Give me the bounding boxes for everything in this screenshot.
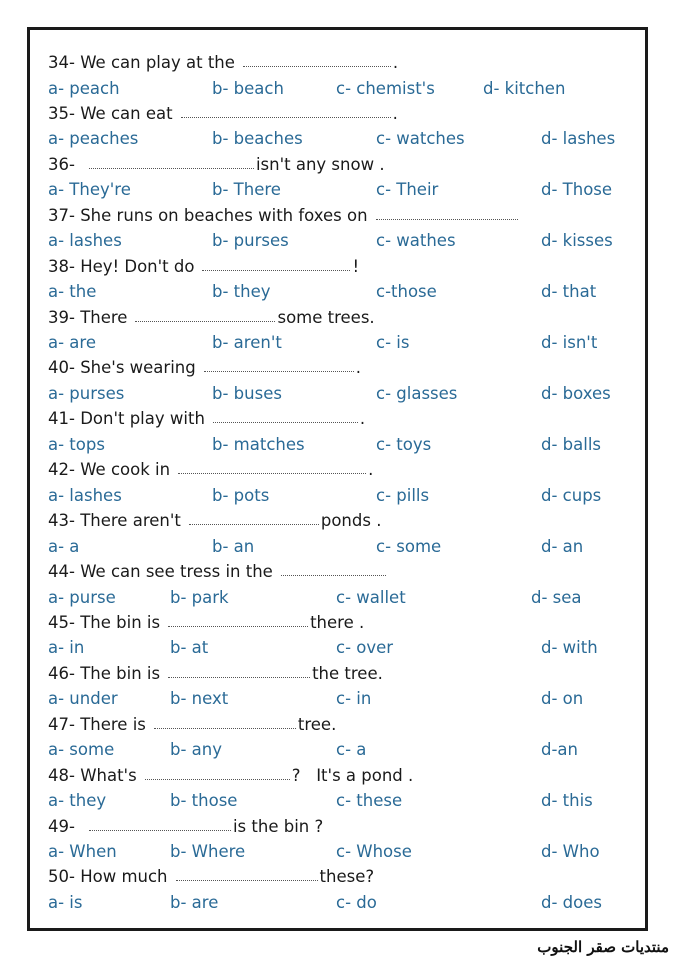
- option-c[interactable]: c- some: [376, 536, 442, 556]
- option-c[interactable]: c- pills: [376, 485, 430, 505]
- question-dash: -: [69, 53, 81, 72]
- question-text-end: !: [352, 256, 360, 276]
- answer-blank[interactable]: [168, 677, 310, 678]
- question-36: [48, 152, 385, 174]
- question-text-end: .: [392, 103, 398, 123]
- question-dash: -: [69, 816, 75, 836]
- question-text-end: some trees.: [277, 307, 375, 327]
- option-d[interactable]: d-an: [541, 740, 578, 760]
- question-40: [48, 355, 361, 377]
- question-dash: -: [69, 307, 81, 327]
- option-d[interactable]: d- with: [541, 638, 598, 658]
- question-dash: -: [69, 511, 81, 531]
- question-dash: -: [69, 409, 81, 429]
- question-text-end: .: [355, 358, 361, 378]
- question-dash: -: [69, 867, 81, 887]
- option-a[interactable]: a- lashes: [48, 231, 122, 251]
- question-number: 36: [48, 154, 69, 174]
- option-c[interactable]: c- chemist's: [336, 78, 435, 98]
- answer-blank[interactable]: [89, 830, 231, 831]
- option-a[interactable]: a- some: [48, 740, 115, 760]
- option-c[interactable]: c- wathes: [376, 231, 456, 251]
- option-a[interactable]: a- in: [48, 638, 85, 658]
- question-49: [48, 814, 323, 836]
- option-d[interactable]: d- kisses: [541, 231, 613, 251]
- option-d[interactable]: d- on: [541, 689, 584, 709]
- option-a[interactable]: a- They're: [48, 180, 131, 200]
- question-number: 45: [48, 612, 69, 632]
- question-number: 40: [48, 358, 69, 378]
- option-d[interactable]: d- lashes: [541, 129, 616, 149]
- question-dash: -: [69, 205, 81, 225]
- question-number: 34: [48, 53, 69, 72]
- question-text: She runs on beaches with foxes on: [80, 205, 368, 225]
- question-text: Don't play with: [80, 409, 205, 429]
- option-a[interactable]: a- are: [48, 333, 96, 352]
- question-number: 35: [48, 103, 69, 123]
- option-b[interactable]: b- buses: [212, 383, 282, 403]
- option-c[interactable]: c- toys: [376, 434, 432, 454]
- question-44: [48, 559, 388, 581]
- option-c[interactable]: c- glasses: [376, 383, 458, 403]
- question-text: What's: [80, 765, 137, 785]
- question-text: We cook in: [80, 460, 171, 480]
- option-c[interactable]: c- a: [336, 740, 367, 760]
- question-dash: -: [69, 358, 81, 378]
- question-dash: -: [69, 460, 81, 480]
- option-c[interactable]: c- these: [336, 791, 403, 811]
- question-number: 38: [48, 256, 69, 276]
- option-d[interactable]: d- Who: [541, 842, 600, 861]
- question-dash: -: [69, 154, 75, 174]
- option-d[interactable]: d- cups: [541, 485, 602, 505]
- option-d[interactable]: d- an: [541, 536, 584, 556]
- option-a[interactable]: a- purses: [48, 383, 125, 403]
- option-b[interactable]: b- pots: [212, 485, 270, 505]
- question-34: [48, 50, 398, 72]
- forum-watermark: منتديات صقر الجنوب: [537, 938, 669, 956]
- option-d[interactable]: d- isn't: [541, 333, 598, 352]
- option-b[interactable]: b- matches: [212, 434, 305, 454]
- question-number: 41: [48, 409, 69, 429]
- option-b[interactable]: b- park: [170, 587, 229, 607]
- option-b[interactable]: b- Where: [170, 842, 246, 861]
- option-c[interactable]: c- watches: [376, 129, 465, 149]
- option-b[interactable]: b- are: [170, 892, 219, 912]
- question-dash: -: [69, 714, 81, 734]
- question-text: The bin is: [80, 663, 161, 683]
- answer-blank[interactable]: [202, 270, 350, 271]
- question-text-end: is the bin ?: [232, 816, 324, 836]
- question-text: We can eat: [80, 103, 173, 123]
- question-number: 47: [48, 714, 69, 734]
- question-text-end: isn't any snow .: [255, 154, 385, 174]
- question-43: [48, 508, 381, 530]
- question-text: There aren't: [80, 511, 181, 531]
- answer-blank[interactable]: [168, 626, 308, 627]
- option-a[interactable]: a- is: [48, 892, 83, 912]
- answer-blank[interactable]: [281, 575, 386, 576]
- answer-blank[interactable]: [204, 371, 354, 372]
- question-38: [48, 254, 359, 276]
- answer-blank[interactable]: [189, 524, 319, 525]
- question-number: 37: [48, 205, 69, 225]
- option-d[interactable]: d- balls: [541, 434, 602, 454]
- option-a[interactable]: a- they: [48, 791, 107, 811]
- option-c[interactable]: c- in: [336, 689, 372, 709]
- option-c[interactable]: c- over: [336, 638, 394, 658]
- option-a[interactable]: a- tops: [48, 434, 105, 454]
- answer-blank[interactable]: [181, 117, 391, 118]
- question-text-end: the tree.: [312, 663, 383, 683]
- option-d[interactable]: d- kitchen: [483, 78, 566, 98]
- question-35: [48, 101, 398, 123]
- question-text-end: tree.: [297, 714, 337, 734]
- question-number: 39: [48, 307, 69, 327]
- option-a[interactable]: a- the: [48, 282, 97, 302]
- question-42: [48, 457, 373, 479]
- question-dash: -: [69, 562, 81, 581]
- answer-blank[interactable]: [89, 168, 254, 169]
- question-number: 49: [48, 816, 69, 836]
- option-d[interactable]: d- does: [541, 892, 602, 912]
- question-dash: -: [69, 256, 81, 276]
- question-number: 44: [48, 562, 69, 581]
- question-dash: -: [69, 103, 81, 123]
- answer-blank[interactable]: [178, 473, 366, 474]
- option-b[interactable]: b- aren't: [212, 333, 282, 352]
- answer-blank[interactable]: [145, 779, 290, 780]
- option-b[interactable]: b- any: [170, 740, 223, 760]
- option-c[interactable]: c- Whose: [336, 842, 412, 861]
- option-b[interactable]: b- at: [170, 638, 209, 658]
- answer-blank[interactable]: [176, 880, 318, 881]
- question-48: [48, 763, 413, 785]
- option-c[interactable]: c-those: [376, 282, 437, 302]
- question-text: We can play at the: [80, 53, 235, 72]
- option-a[interactable]: a- under: [48, 689, 118, 709]
- option-c[interactable]: c- is: [376, 333, 410, 352]
- question-text: How much: [80, 867, 168, 887]
- option-a[interactable]: a- a: [48, 536, 80, 556]
- question-46: [48, 661, 383, 683]
- question-number: 46: [48, 663, 69, 683]
- question-text-end: ? It's a pond .: [291, 765, 414, 785]
- option-d[interactable]: d- that: [541, 282, 597, 302]
- answer-blank[interactable]: [213, 422, 358, 423]
- question-text: There is: [80, 714, 146, 734]
- option-b[interactable]: b- beaches: [212, 129, 303, 149]
- option-c[interactable]: c- do: [336, 892, 377, 912]
- question-text: Hey! Don't do: [80, 256, 195, 276]
- option-a[interactable]: a- When: [48, 842, 117, 861]
- question-37: [48, 203, 520, 225]
- question-text-end: .: [392, 53, 399, 72]
- option-b[interactable]: b- next: [170, 689, 229, 709]
- question-text: She's wearing: [80, 358, 196, 378]
- answer-blank[interactable]: [154, 728, 296, 729]
- option-d[interactable]: d- this: [541, 791, 593, 811]
- answer-blank[interactable]: [376, 219, 518, 220]
- option-a[interactable]: a- purse: [48, 587, 116, 607]
- question-50: [48, 864, 374, 886]
- question-number: 42: [48, 460, 69, 480]
- option-b[interactable]: b- purses: [212, 231, 289, 251]
- question-text: There: [80, 307, 128, 327]
- option-c[interactable]: c- wallet: [336, 587, 406, 607]
- question-text-end: .: [359, 409, 366, 429]
- option-d[interactable]: d- Those: [541, 180, 613, 200]
- option-b[interactable]: b- There: [212, 180, 281, 200]
- option-b[interactable]: b- beach: [212, 78, 284, 98]
- question-dash: -: [69, 765, 81, 785]
- question-text-end: ponds .: [320, 511, 382, 531]
- question-dash: -: [69, 663, 81, 683]
- answer-blank[interactable]: [135, 321, 275, 322]
- option-b[interactable]: b- they: [212, 282, 271, 302]
- question-text-end: these?: [319, 867, 375, 887]
- question-text-end: there .: [310, 612, 365, 632]
- option-b[interactable]: b- an: [212, 536, 255, 556]
- question-text: We can see tress in the: [80, 562, 273, 581]
- question-dash: -: [69, 612, 81, 632]
- question-number: 43: [48, 511, 69, 531]
- question-text-end: .: [368, 460, 374, 480]
- answer-blank[interactable]: [243, 66, 391, 67]
- option-a[interactable]: a- peach: [48, 78, 120, 98]
- question-number: 50: [48, 867, 69, 887]
- question-47: [48, 712, 336, 734]
- option-d[interactable]: d- boxes: [541, 383, 611, 403]
- question-text: The bin is: [80, 612, 161, 632]
- question-number: 48: [48, 765, 69, 785]
- option-a[interactable]: a- lashes: [48, 485, 122, 505]
- option-a[interactable]: a- peaches: [48, 129, 139, 149]
- question-41: [48, 406, 365, 428]
- option-c[interactable]: c- Their: [376, 180, 439, 200]
- question-45: [48, 610, 364, 632]
- option-b[interactable]: b- those: [170, 791, 238, 811]
- question-39: [48, 305, 375, 327]
- option-d[interactable]: d- sea: [531, 587, 582, 607]
